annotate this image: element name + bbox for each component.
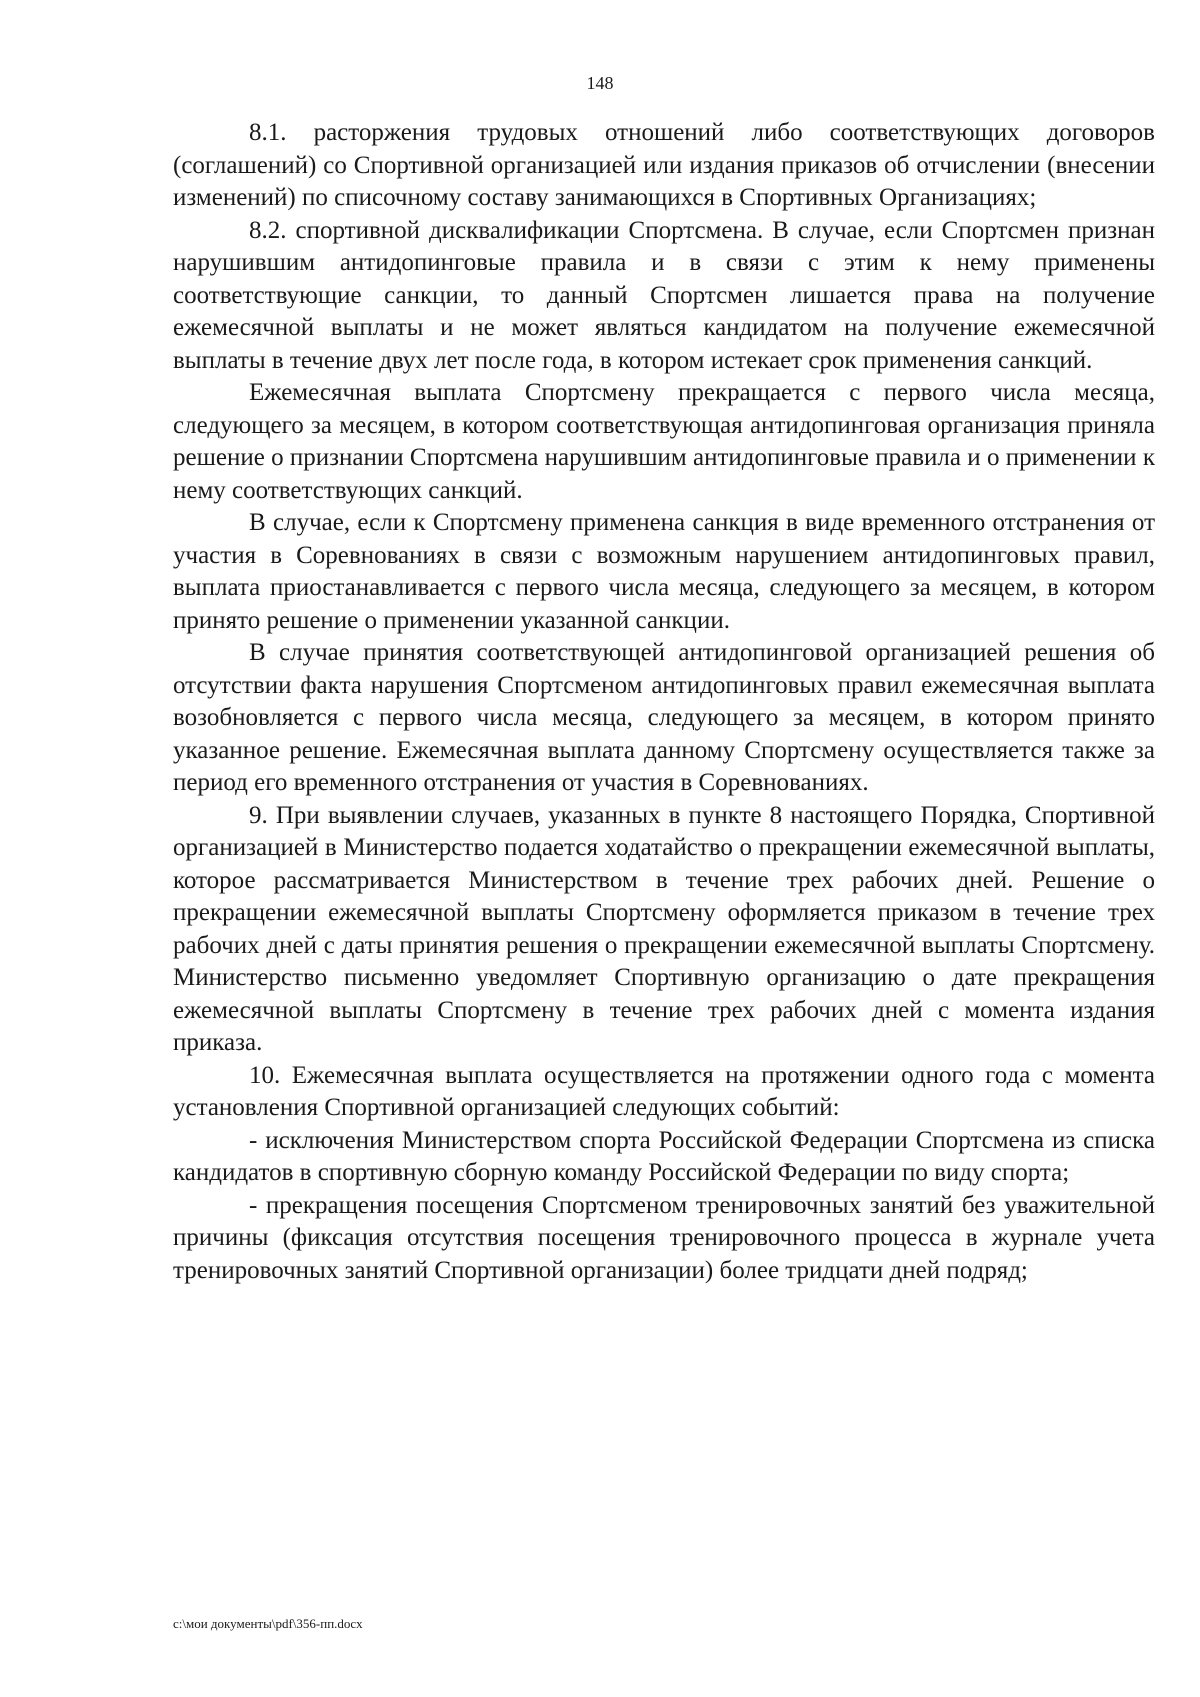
list-item-training-absence: - прекращения посещения Спортсменом тренировочных занятий без уважительной причины (фиксация отсутствия посещения тренировочного процесса в журнале учета тренировочных занятий Спортивной организации) более тридцати дней подряд; [173,1191,1155,1284]
list-item-exclusion: - исключения Министерством спорта Российской Федерации Спортсмена из списка кандидатов в спортивную сборную команду Российской Федерации по виду спорта; [173,1126,1155,1186]
paragraph-8-1: 8.1. расторжения трудовых отношений либо соответствующих договоров (соглашений) со Спортивной организацией или издания приказов об отчислении (внесении изменений) по списочному составу занимающихся в Спортивных Организациях; [173,119,1155,211]
paragraph-10: 10. Ежемесячная выплата осуществляется на протяжении одного года с момента установления Спортивной организацией следующих событий: [173,1061,1155,1121]
paragraph-temporary-suspension: В случае, если к Спортсмену применена санкция в виде временного отстранения от участия в Соревнованиях в связи с возможным нарушением антидопинговых правил, выплата приостанавливается с первого числа месяца, следующего за месяцем, в котором принято решение о применении указанной санкции. [173,509,1155,634]
paragraph-payment-termination: Ежемесячная выплата Спортсмену прекращается с первого числа месяца, следующего за месяцем, в котором соответствующая антидопинговая организация приняла решение о признании Спортсмена нарушившим антидопинговые правила и о применении к нему соответствующих санкций. [173,379,1155,504]
paragraph-8-2: 8.2. спортивной дисквалификации Спортсмена. В случае, если Спортсмен признан нарушившим антидопинговые правила и в связи с этим к нему применены соответствующие санкции, то данный Спортсмен лишается права на получение ежемесячной выплаты и не может являться кандидатом на получение ежемесячной выплаты в течение двух лет после года, в котором истекает срок применения санкций. [173,216,1155,374]
paragraph-9: 9. При выявлении случаев, указанных в пункте 8 настоящего Порядка, Спортивной организацией в Министерство подается ходатайство о прекращении ежемесячной выплаты, которое рассматривается Министерством в течение трех рабочих дней. Решение о прекращении ежемесячной выплаты Спортсмену оформляется приказом в течение трех рабочих дней с даты принятия решения о прекращении ежемесячной выплаты Спортсмену. Министерство письменно уведомляет Спортивную организацию о дате прекращения ежемесячной выплаты Спортсмену в течение трех рабочих дней с момента издания приказа. [173,801,1155,1056]
document-body [173,117,1155,1287]
footer-file-path: c:\мои документы\pdf\356-пп.docx [173,1616,363,1631]
page-number: 148 [586,73,614,93]
paragraph-payment-resumption: В случае принятия соответствующей антидопинговой организацией решения об отсутствии факта нарушения Спортсменом антидопинговых правил ежемесячная выплата возобновляется с первого числа месяца, следующего за месяцем, в котором принято указанное решение. Ежемесячная выплата данному Спортсмену осуществляется также за период его временного отстранения от участия в Соревнованиях. [173,639,1155,796]
